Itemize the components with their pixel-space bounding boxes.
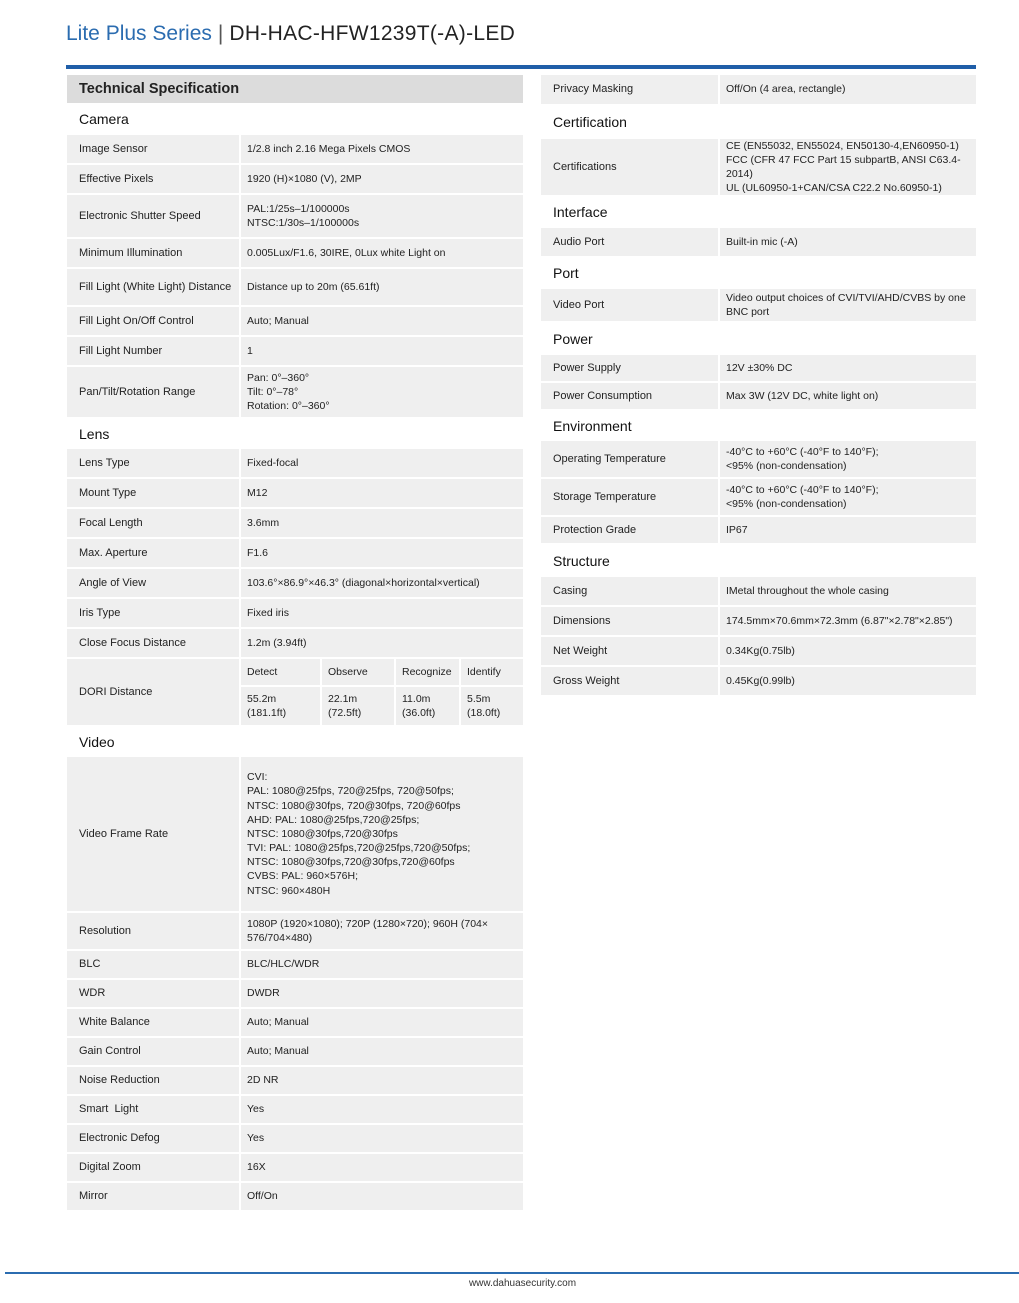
- spec-label: Net Weight: [541, 637, 718, 665]
- spec-value: M12: [241, 479, 523, 507]
- spec-label: Fill Light Number: [67, 337, 239, 365]
- dori-header: Observe: [322, 659, 394, 685]
- dori-header: Recognize: [396, 659, 459, 685]
- spec-row: [67, 195, 523, 237]
- spec-label: Fill Light On/Off Control: [67, 307, 239, 335]
- spec-value: -40°C to +60°C (-40°F to 140°F); <95% (non-condensation): [720, 479, 976, 515]
- spec-value: Auto; Manual: [241, 307, 523, 335]
- spec-row: [67, 1009, 523, 1036]
- spec-value: DWDR: [241, 980, 523, 1007]
- spec-label: Close Focus Distance: [67, 629, 239, 657]
- section-power: Power: [553, 331, 593, 347]
- spec-label: Max. Aperture: [67, 539, 239, 567]
- spec-value: Fixed iris: [241, 599, 523, 627]
- spec-value: 1080P (1920×1080); 720P (1280×720); 960H (704× 576/704×480): [241, 913, 523, 949]
- spec-label: Digital Zoom: [67, 1154, 239, 1181]
- spec-label: Protection Grade: [541, 517, 718, 543]
- spec-label: DORI Distance: [67, 659, 239, 725]
- spec-label: Storage Temperature: [541, 479, 718, 515]
- spec-label: Focal Length: [67, 509, 239, 537]
- spec-value: 1/2.8 inch 2.16 Mega Pixels CMOS: [241, 135, 523, 163]
- spec-value: Max 3W (12V DC, white light on): [720, 383, 976, 409]
- footer-rule: [5, 1272, 1019, 1274]
- spec-label: Noise Reduction: [67, 1067, 239, 1094]
- spec-value: 2D NR: [241, 1067, 523, 1094]
- spec-value: Auto; Manual: [241, 1038, 523, 1065]
- spec-row: [541, 75, 976, 104]
- footer-url[interactable]: www.dahuasecurity.com: [468, 1278, 577, 1289]
- spec-value: 0.005Lux/F1.6, 30IRE, 0Lux white Light on: [241, 239, 523, 267]
- spec-value: Video output choices of CVI/TVI/AHD/CVBS by one BNC port: [720, 289, 976, 321]
- dori-value: 55.2m (181.1ft): [241, 687, 320, 725]
- spec-row: [67, 599, 523, 627]
- spec-value: IP67: [720, 517, 976, 543]
- section-structure: Structure: [553, 553, 610, 569]
- spec-row: [541, 441, 976, 477]
- section-video: Video: [79, 734, 115, 750]
- spec-row: [67, 951, 523, 978]
- technical-specification-title: Technical Specification: [67, 75, 523, 103]
- spec-row: [541, 383, 976, 409]
- spec-label: Mirror: [67, 1183, 239, 1210]
- section-interface: Interface: [553, 204, 608, 220]
- spec-value: 1: [241, 337, 523, 365]
- spec-value: 174.5mm×70.6mm×72.3mm (6.87"×2.78"×2.85"): [720, 607, 976, 635]
- spec-row: [541, 228, 976, 256]
- dori-distance-row: [67, 659, 523, 725]
- spec-row: [67, 509, 523, 537]
- spec-row: [541, 139, 976, 195]
- spec-value: F1.6: [241, 539, 523, 567]
- spec-label: Certifications: [541, 139, 718, 195]
- spec-row: [67, 165, 523, 193]
- spec-label: Power Consumption: [541, 383, 718, 409]
- dori-header: Identify: [461, 659, 523, 685]
- spec-label: Casing: [541, 577, 718, 605]
- spec-label: WDR: [67, 980, 239, 1007]
- spec-value: CVI: PAL: 1080@25fps, 720@25fps, 720@50fps; NTSC: 1080@30fps, 720@30fps, 720@60fps AHD: PAL: 1080@25fps,720@25fps; NTSC: 1080@30fps,720@30fps TVI: PAL: 1080@25fps,720@25fps,720@50fps; NTSC: 1080@30fps,720@30fps,720@60fps CVBS: PAL: 960×576H; NTSC: 960×480H: [241, 757, 523, 911]
- spec-label: Audio Port: [541, 228, 718, 256]
- section-environment: Environment: [553, 418, 632, 434]
- spec-row: [67, 307, 523, 335]
- spec-row: [67, 980, 523, 1007]
- dori-table: [241, 659, 523, 725]
- spec-row: [541, 355, 976, 381]
- spec-row: [67, 1038, 523, 1065]
- spec-row: [67, 913, 523, 949]
- spec-label: Gain Control: [67, 1038, 239, 1065]
- spec-label: BLC: [67, 951, 239, 978]
- spec-label: Angle of View: [67, 569, 239, 597]
- spec-value: PAL:1/25s–1/100000s NTSC:1/30s–1/100000s: [241, 195, 523, 237]
- spec-value: IMetal throughout the whole casing: [720, 577, 976, 605]
- spec-row: [67, 135, 523, 163]
- left-column: [67, 75, 523, 1212]
- spec-row: [67, 1096, 523, 1123]
- dori-header: Detect: [241, 659, 320, 685]
- spec-value: Fixed-focal: [241, 449, 523, 477]
- spec-row: [541, 607, 976, 635]
- spec-value: 1.2m (3.94ft): [241, 629, 523, 657]
- spec-row: [67, 1183, 523, 1210]
- spec-label: Video Port: [541, 289, 718, 321]
- spec-value: Pan: 0°–360° Tilt: 0°–78° Rotation: 0°–360°: [241, 367, 523, 417]
- section-camera: Camera: [79, 111, 129, 127]
- model-name: DH-HAC-HFW1239T(-A)-LED: [229, 22, 516, 45]
- spec-row: [541, 517, 976, 543]
- spec-value: -40°C to +60°C (-40°F to 140°F); <95% (non-condensation): [720, 441, 976, 477]
- document-header: [66, 22, 515, 46]
- spec-row: [67, 269, 523, 305]
- spec-row: [67, 479, 523, 507]
- spec-value: 103.6°×86.9°×46.3° (diagonal×horizontal×vertical): [241, 569, 523, 597]
- spec-row: [67, 367, 523, 417]
- dori-header-row: [241, 659, 523, 685]
- spec-value: 3.6mm: [241, 509, 523, 537]
- header-rule: [66, 65, 976, 69]
- spec-label: Resolution: [67, 913, 239, 949]
- spec-label: Smart Light: [67, 1096, 239, 1123]
- spec-row: [541, 637, 976, 665]
- spec-row: [541, 667, 976, 695]
- spec-label: Gross Weight: [541, 667, 718, 695]
- spec-value: Off/On (4 area, rectangle): [720, 75, 976, 104]
- spec-row: [67, 1154, 523, 1181]
- spec-label: Privacy Masking: [541, 75, 718, 104]
- spec-label: Video Frame Rate: [67, 757, 239, 911]
- spec-value: Auto; Manual: [241, 1009, 523, 1036]
- spec-label: Dimensions: [541, 607, 718, 635]
- dori-value-row: [241, 687, 523, 725]
- spec-value: Built-in mic (-A): [720, 228, 976, 256]
- spec-label: Effective Pixels: [67, 165, 239, 193]
- dori-value: 11.0m (36.0ft): [396, 687, 459, 725]
- spec-row: [67, 1067, 523, 1094]
- dori-value: 5.5m (18.0ft): [461, 687, 523, 725]
- spec-row: [541, 479, 976, 515]
- spec-value: 0.34Kg(0.75lb): [720, 637, 976, 665]
- spec-label: Minimum Illumination: [67, 239, 239, 267]
- spec-label: Operating Temperature: [541, 441, 718, 477]
- spec-value: Off/On: [241, 1183, 523, 1210]
- spec-label: Power Supply: [541, 355, 718, 381]
- right-column: [541, 75, 976, 697]
- spec-label: Mount Type: [67, 479, 239, 507]
- spec-value: 16X: [241, 1154, 523, 1181]
- spec-row: [67, 337, 523, 365]
- spec-row: [67, 1125, 523, 1152]
- spec-value: 0.45Kg(0.99lb): [720, 667, 976, 695]
- spec-row: [67, 757, 523, 911]
- spec-value: CE (EN55032, EN55024, EN50130-4,EN60950-1) FCC (CFR 47 FCC Part 15 subpartB, ANSI C63.4-2014) UL (UL60950-1+CAN/CSA C22.2 No.60950-1): [720, 139, 976, 195]
- dori-value: 22.1m (72.5ft): [322, 687, 394, 725]
- spec-value: 1920 (H)×1080 (V), 2MP: [241, 165, 523, 193]
- series-name: Lite Plus Series: [66, 22, 212, 45]
- spec-label: Electronic Defog: [67, 1125, 239, 1152]
- section-port: Port: [553, 265, 579, 281]
- spec-row: [67, 239, 523, 267]
- spec-label: Fill Light (White Light) Distance: [67, 269, 239, 305]
- spec-row: [67, 569, 523, 597]
- spec-value: Yes: [241, 1125, 523, 1152]
- spec-row: [67, 629, 523, 657]
- spec-label: White Balance: [67, 1009, 239, 1036]
- header-separator: |: [217, 22, 224, 45]
- spec-row: [541, 577, 976, 605]
- spec-label: Electronic Shutter Speed: [67, 195, 239, 237]
- spec-label: Pan/Tilt/Rotation Range: [67, 367, 239, 417]
- spec-value: 12V ±30% DC: [720, 355, 976, 381]
- spec-row: [541, 289, 976, 321]
- spec-row: [67, 539, 523, 567]
- section-certification: Certification: [553, 114, 627, 130]
- spec-label: Iris Type: [67, 599, 239, 627]
- section-lens: Lens: [79, 426, 110, 442]
- spec-value: Distance up to 20m (65.61ft): [241, 269, 523, 305]
- spec-value: BLC/HLC/WDR: [241, 951, 523, 978]
- spec-value: Yes: [241, 1096, 523, 1123]
- spec-row: [67, 449, 523, 477]
- spec-label: Image Sensor: [67, 135, 239, 163]
- spec-label: Lens Type: [67, 449, 239, 477]
